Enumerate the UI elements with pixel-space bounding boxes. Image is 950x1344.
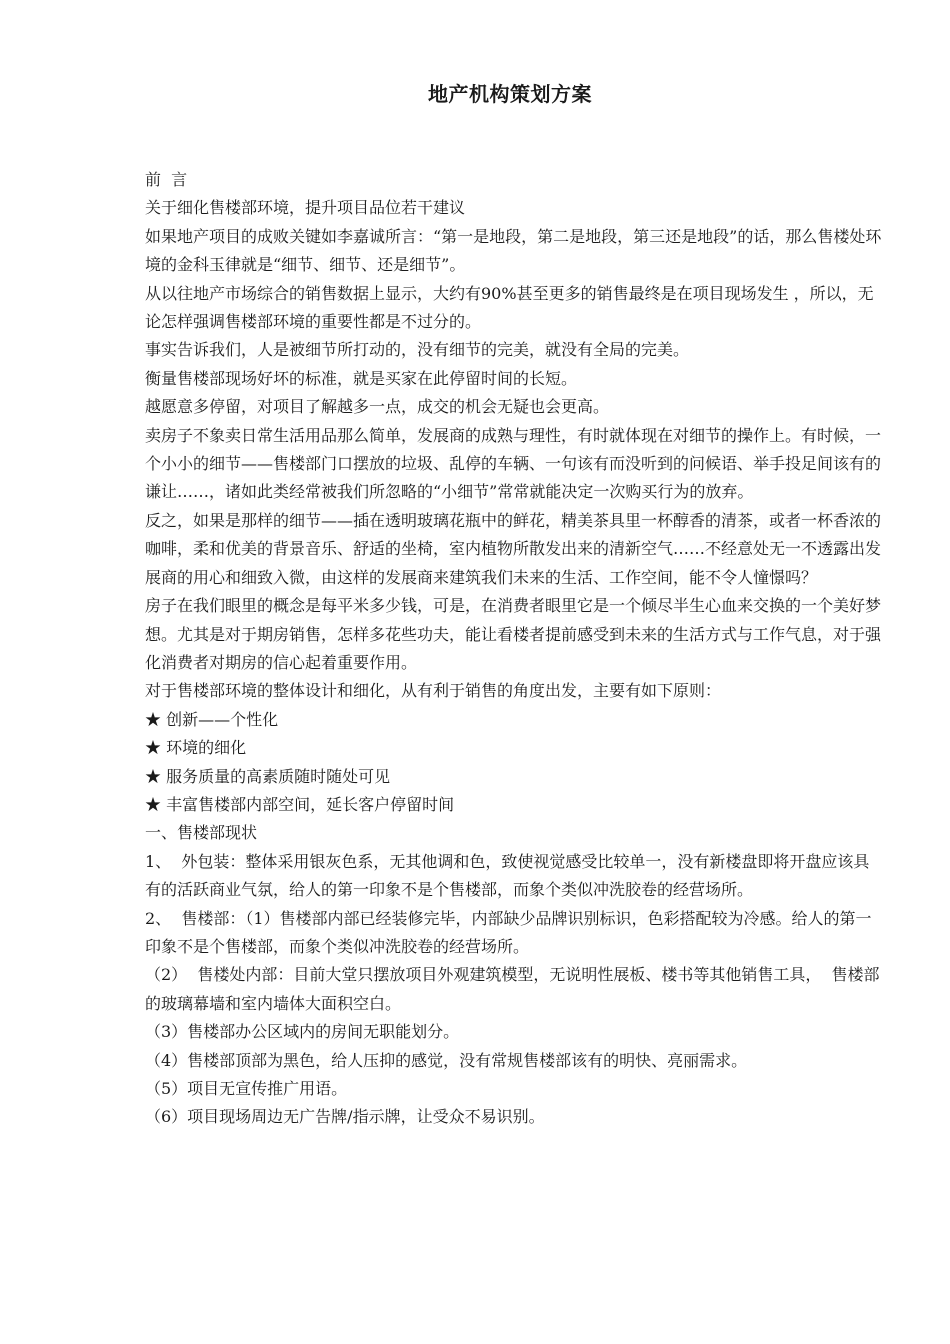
paragraph: 2、 售楼部：（1）售楼部内部已经装修完毕，内部缺少品牌识别标识，色彩搭配较为冷感。给人的第一印象不是个售楼部，而象个类似冲洗胶卷的经营场所。 [145, 908, 872, 956]
paragraph: 卖房子不象卖日常生活用品那么简单，发展商的成熟与理性，有时就体现在对细节的操作上。有时候，一个小小的细节——售楼部门口摆放的垃圾、乱停的车辆、一句该有而没听到的问候语、举手投足间该有的谦让……，诸如此类经常被我们所忽略的“小细节”常常就能决定一次购买行为的放弃。 [145, 425, 882, 502]
paragraph: 越愿意多停留，对项目了解越多一点，成交的机会无疑也会更高。 [145, 397, 610, 417]
document-title: 地产机构策划方案 [428, 82, 592, 106]
principle-item: ★ 丰富售楼部内部空间，延长客户停留时间 [145, 794, 455, 814]
paragraph: 1、 外包装：整体采用银灰色系，无其他调和色，致使视觉感受比较单一，没有新楼盘即将开盘应该具有的活跃商业气氛，给人的第一印象不是个售楼部，而象个类似冲洗胶卷的经营场所。 [145, 851, 870, 900]
document-body [145, 166, 885, 1132]
paragraph: （3）售楼部办公区域内的房间无职能划分。 [145, 1022, 460, 1042]
paragraph: 衡量售楼部现场好坏的标准，就是买家在此停留时间的长短。 [145, 368, 578, 388]
paragraph: （2） 售楼处内部：目前大堂只摆放项目外观建筑模型，无说明性展板、楼书等其他销售工具， 售楼部的玻璃幕墙和室内墙体大面积空白。 [145, 965, 880, 1013]
paragraph: 从以往地产市场综合的销售数据上显示，大约有90%甚至更多的销售最终是在项目现场发生 ，所以，无论怎样强调售楼部环境的重要性都是不过分的。 [145, 283, 874, 332]
paragraph: 反之，如果是那样的细节——插在透明玻璃花瓶中的鲜花，精美茶具里一杯醇香的清茶，或者一杯香浓的咖啡，柔和优美的背景音乐、舒适的坐椅，室内植物所散发出来的清新空气……不经意处无一不透露出发展商的用心和细致入微，由这样的发展商来建筑我们未来的生活、工作空间，能不令人憧憬吗？ [145, 510, 882, 587]
principle-item: ★ 服务质量的高素质随时随处可见 [145, 766, 391, 786]
paragraph: 如果地产项目的成败关键如李嘉诚所言：“第一是地段，第二是地段，第三还是地段”的话，那么售楼处环境的金科玉律就是“细节、细节、还是细节”。 [145, 226, 882, 275]
paragraph: （6）项目现场周边无广告牌/指示牌，让受众不易识别。 [145, 1107, 545, 1127]
paragraph: 房子在我们眼里的概念是每平米多少钱，可是，在消费者眼里它是一个倾尽半生心血来交换的一个美好梦想。尤其是对于期房销售，怎样多花些功夫，能让看楼者提前感受到未来的生活方式与工作气息，对于强化消费者对期房的信心起着重要作用。 [145, 596, 882, 672]
paragraph: 对于售楼部环境的整体设计和细化，从有利于销售的角度出发，主要有如下原则： [145, 681, 722, 701]
paragraph: 事实告诉我们，人是被细节所打动的，没有细节的完美，就没有全局的完美。 [145, 340, 690, 360]
paragraph: （5）项目无宣传推广用语。 [145, 1079, 348, 1098]
principle-item: ★ 创新——个性化 [145, 709, 279, 729]
section-heading: 一、售楼部现状 [145, 823, 258, 843]
preface-heading: 前 言 [145, 170, 188, 189]
paragraph: （4）售楼部顶部为黑色，给人压抑的感觉，没有常规售楼部该有的明快、亮丽需求。 [145, 1050, 748, 1070]
paragraph: 关于细化售楼部环境，提升项目品位若干建议 [145, 198, 466, 218]
principle-item: ★ 环境的细化 [145, 738, 247, 758]
